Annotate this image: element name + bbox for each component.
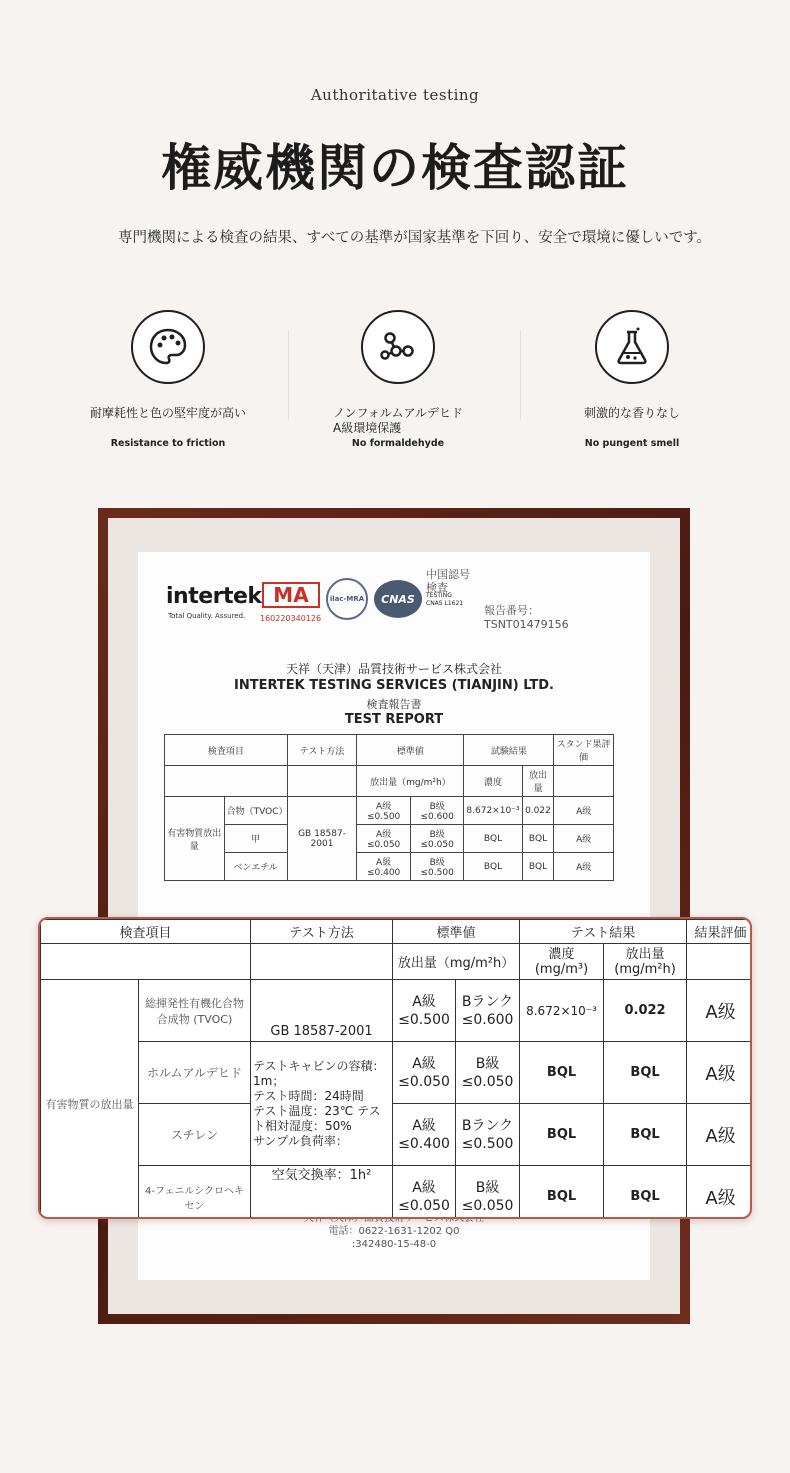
th-result: テスト結果 — [520, 920, 687, 944]
th-evaluation: 結果評価 — [687, 920, 752, 944]
divider — [520, 330, 521, 420]
sub-emission2: 放出量 — [522, 766, 554, 797]
cell: A級 ≤0.400 — [357, 853, 411, 881]
cell — [554, 766, 614, 797]
description: 専門機関による検査の結果、すべての基準が国家基準を下回り、安全で環境に優しいです。 — [118, 230, 712, 246]
cnas-id: TESTING CNAS L1621 — [426, 592, 464, 607]
std-b: Bランク ≤0.600 — [456, 980, 520, 1042]
method-gb: GB 18587-2001 — [251, 980, 393, 1042]
row-name: 合物（TVOC） — [224, 797, 287, 825]
page-title: 権威機関の検査認証 — [161, 139, 629, 197]
emission: BQL — [604, 1104, 687, 1166]
ilac-logo: ilac-MRA — [326, 578, 368, 620]
cell — [165, 766, 288, 797]
cell: B级 ≤0.500 — [410, 853, 464, 881]
subtitle-en: Authoritative testing — [310, 86, 480, 104]
cell: A级 ≤0.500 — [357, 797, 411, 825]
concentration: BQL — [520, 1042, 604, 1104]
sub-emission2: 放出量 (mg/m²h) — [604, 944, 687, 980]
feature-label-jp: 刺激的な香りなし — [583, 406, 680, 420]
row-name-4pch: 4-フェニルシクロヘキセン — [139, 1166, 251, 1220]
th-result: 試験結果 — [464, 735, 554, 766]
zoomed-results-table — [38, 917, 752, 1219]
ma-logo: MA — [262, 582, 320, 608]
palette-icon — [131, 310, 205, 384]
intertek-tagline: Total Quality. Assured. — [168, 612, 246, 620]
feature-label-en: Resistance to friction — [110, 438, 226, 449]
flask-icon — [595, 310, 669, 384]
sub-concentration: 濃度 — [464, 766, 522, 797]
feature-label-en: No pungent smell — [584, 438, 680, 449]
std-b: Bランク ≤0.500 — [456, 1104, 520, 1166]
std-a: A級 ≤0.050 — [393, 1166, 456, 1220]
row-name: ベンエチル — [224, 853, 287, 881]
cell: 0.022 — [522, 797, 554, 825]
report-number: 報告番号：TSNT01479156 — [484, 604, 569, 631]
concentration: BQL — [520, 1104, 604, 1166]
group-label: 有害物質放出量 — [165, 797, 225, 881]
cell: BQL — [522, 825, 554, 853]
cell: B级 ≤0.600 — [410, 797, 464, 825]
th-standard: 標準値 — [393, 920, 520, 944]
cell: BQL — [464, 853, 522, 881]
cell — [251, 944, 393, 980]
sub-concentration: 濃度 (mg/m³) — [520, 944, 604, 980]
th-standard: 標準値 — [357, 735, 464, 766]
cell: A级 — [554, 825, 614, 853]
grade: A级 — [687, 1104, 752, 1166]
molecule-icon — [361, 310, 435, 384]
cell — [287, 766, 357, 797]
method-air: 空気交換率：1h² — [251, 1166, 393, 1220]
th-eval: スタンド果評価 — [554, 735, 614, 766]
small-results-table — [164, 734, 614, 881]
feature-no-smell — [522, 310, 742, 449]
th-item: 検査項目 — [41, 920, 251, 944]
std-a: A級 ≤0.050 — [393, 1042, 456, 1104]
method-detail: テストキャビンの容積：1m； テスト時間：24時間 テスト温度：23℃ テスト相対湿度：50% サンプル負荷率： — [251, 1042, 393, 1166]
certificate-footer: 電話：0622-1631-1202 Q0 :342480-15-48-0 — [328, 1226, 460, 1250]
grade: A级 — [687, 1166, 752, 1220]
concentration: 8.672×10⁻³ — [520, 980, 604, 1042]
company-name-jp: 天祥（天津）品質技術サービス株式会社 — [285, 662, 502, 676]
std-b: B級 ≤0.050 — [456, 1166, 520, 1220]
sub-emission: 放出量（mg/m²h） — [357, 766, 464, 797]
report-title-en: TEST REPORT — [344, 712, 444, 727]
concentration: BQL — [520, 1166, 604, 1220]
row-name-formaldehyde: ホルムアルデヒド — [139, 1042, 251, 1104]
feature-formaldehyde — [288, 310, 508, 449]
emission: 0.022 — [604, 980, 687, 1042]
feature-label-en: No formaldehyde — [351, 438, 445, 449]
feature-label-jp: 耐摩耗性と色の堅牢度が高い — [89, 406, 246, 420]
row-name-styrene: スチレン — [139, 1104, 251, 1166]
emission: BQL — [604, 1166, 687, 1220]
intertek-logo: intertek — [166, 584, 262, 609]
row-name: 甲 — [224, 825, 287, 853]
cn-auth: 中国認号 検査 — [426, 568, 470, 594]
cell: BQL — [522, 853, 554, 881]
company-name-en: INTERTEK TESTING SERVICES (TIANJIN) LTD. — [234, 678, 554, 693]
cell — [41, 944, 251, 980]
cell: B级 ≤0.050 — [410, 825, 464, 853]
emission: BQL — [604, 1042, 687, 1104]
cell: A级 — [554, 853, 614, 881]
cell: BQL — [464, 825, 522, 853]
std-a: A級 ≤0.500 — [393, 980, 456, 1042]
cnas-logo: CNAS — [374, 580, 422, 618]
th-method: テスト方法 — [251, 920, 393, 944]
report-title-jp: 検査報告書 — [366, 698, 422, 711]
grade: A级 — [687, 980, 752, 1042]
cell: A级 — [554, 797, 614, 825]
grade: A级 — [687, 1042, 752, 1104]
feature-friction — [58, 310, 278, 449]
sub-emission: 放出量（mg/m²h） — [393, 944, 520, 980]
th-item: 検査項目 — [165, 735, 288, 766]
th-method: テスト方法 — [287, 735, 357, 766]
row-name-tvoc: 総揮発性有機化合物合成物 (TVOC) — [139, 980, 251, 1042]
feature-label-jp: ノンフォルムアルデヒド A級環境保護 — [333, 406, 463, 435]
cell: 8.672×10⁻³ — [464, 797, 522, 825]
method-gb: GB 18587-2001 — [287, 797, 357, 881]
std-b: B級 ≤0.050 — [456, 1042, 520, 1104]
std-a: A級 ≤0.400 — [393, 1104, 456, 1166]
cell: A级 ≤0.050 — [357, 825, 411, 853]
cell — [687, 944, 752, 980]
group-label: 有害物質の放出量 — [41, 980, 139, 1220]
ma-number: 160220340126 — [260, 614, 322, 623]
